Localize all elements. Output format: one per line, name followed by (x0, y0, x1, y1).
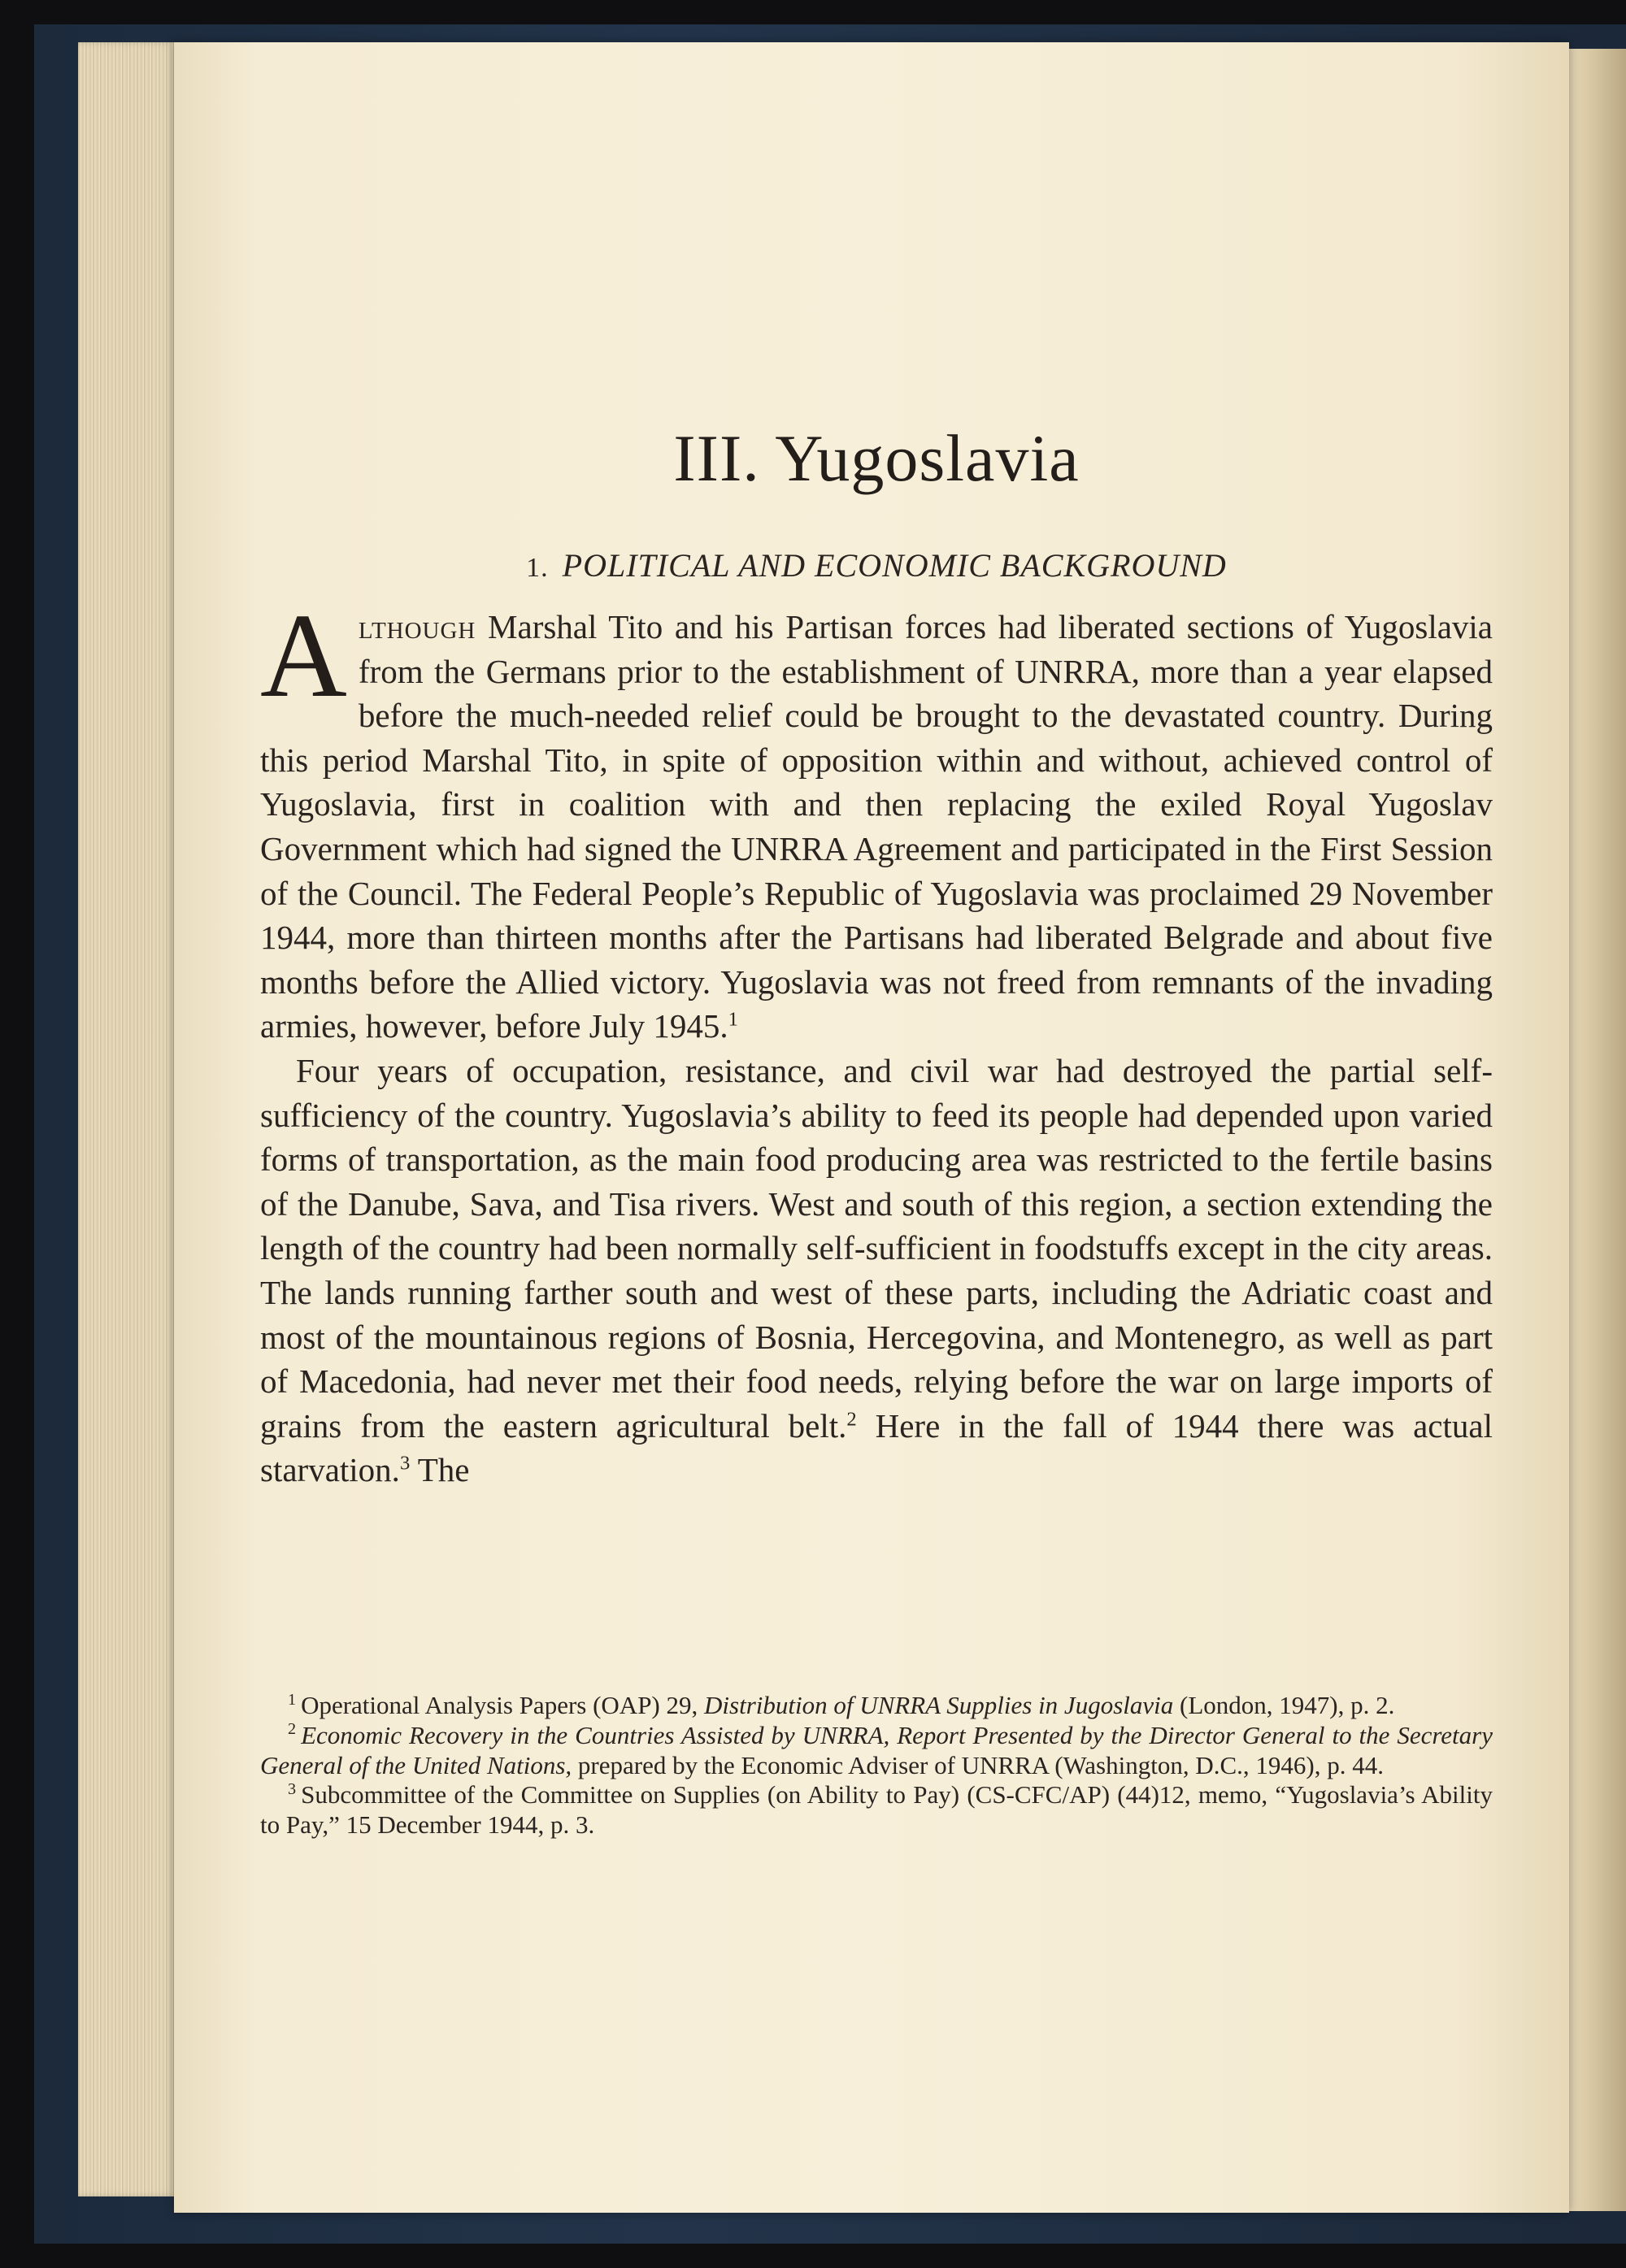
section-title: POLITICAL AND ECONOMIC BACKGROUND (562, 547, 1227, 584)
section-heading (260, 546, 1493, 584)
paragraph-2 (260, 1049, 1493, 1492)
footnote-mark: 1 (288, 1690, 297, 1709)
drop-cap: A (260, 589, 347, 723)
page-edges-left (78, 42, 179, 2196)
footnote-2 (260, 1721, 1493, 1781)
page-edges-right (1567, 49, 1626, 2211)
paragraph-2-text-c: The (410, 1451, 470, 1489)
body-text (260, 589, 1493, 1492)
footnote-mark: 3 (288, 1780, 297, 1799)
footnote-text: Subcommittee of the Committee on Supplies (on Ability to Pay) (CS-CFC/AP) (44)12, memo, “Yugoslavia’s Ability to Pay,” 15 December 1944, p. 3. (260, 1780, 1493, 1840)
footnote-text: Operational Analysis Papers (OAP) 29, (301, 1691, 705, 1719)
footnote-ref-3[interactable]: 3 (399, 1452, 411, 1475)
chapter-title: III. Yugoslavia (673, 420, 1080, 495)
footnotes (260, 1691, 1493, 1840)
footnote-ref-2[interactable]: 2 (846, 1408, 857, 1431)
footnote-ref-1[interactable]: 1 (728, 1008, 738, 1031)
paragraph-2-text-a: Four years of occupation, resistance, and civil war had destroyed the partial self-sufficiency of the country. Yugoslavia’s ability to feed its people had depended upon varied forms of transportation, as the main food producing area was restricted to the fertile basins of the Danube, Sava, and Tisa rivers. West and south of this region, a section extending the length of the country had been normally self-sufficient in foodstuffs except in the city areas. The lands running farther south and west of these parts, including the Adriatic coast and most of the mountainous regions of Bosnia, Hercegovina, and Montenegro, as well as part of Macedonia, had never met their food needs, relying before the war on large imports of grains from the eastern agricultural belt. (260, 1051, 1493, 1445)
footnote-mark: 2 (288, 1720, 297, 1739)
footnote-italic: Distribution of UNRRA Supplies in Jugoslavia (704, 1691, 1174, 1719)
footnote-1 (260, 1691, 1493, 1721)
footnote-3 (260, 1780, 1493, 1840)
lead-word: lthough (358, 608, 476, 645)
paragraph-1 (260, 589, 1493, 1049)
footnote-text: (London, 1947), p. 2. (1173, 1691, 1395, 1719)
paragraph-2-text-b: Here in the fall of 1944 there was actual starvation. (260, 1406, 1493, 1489)
page-content (260, 0, 1493, 2268)
paragraph-1-text: Marshal Tito and his Partisan forces had liberated sections of Yugoslavia from the Germans prior to the establishment of UNRRA, more than a year elapsed before the much-needed relief could be brought to the devastated country. During this period Marshal Tito, in spite of opposition within and without, achieved control of Yugoslavia, first in coalition with and then replacing the exiled Royal Yugoslav Government which had signed the UNRRA Agreement and participated in the First Session of the Council. The Federal People’s Republic of Yugoslavia was proclaimed 29 November 1944, more than thirteen months after the Partisans had liberated Belgrade and about five months before the Allied victory. Yugoslavia was not freed from remnants of the invading armies, however, before July 1945. (260, 608, 1493, 1045)
footnote-italic: Economic Recovery in the Countries Assisted by UNRRA, Report Presented by the Director General to the Secretary General of the United Nations, (260, 1720, 1493, 1779)
section-number: 1. (526, 553, 549, 583)
footnote-text: prepared by the Economic Adviser of UNRRA (Washington, D.C., 1946), p. 44. (572, 1750, 1384, 1779)
